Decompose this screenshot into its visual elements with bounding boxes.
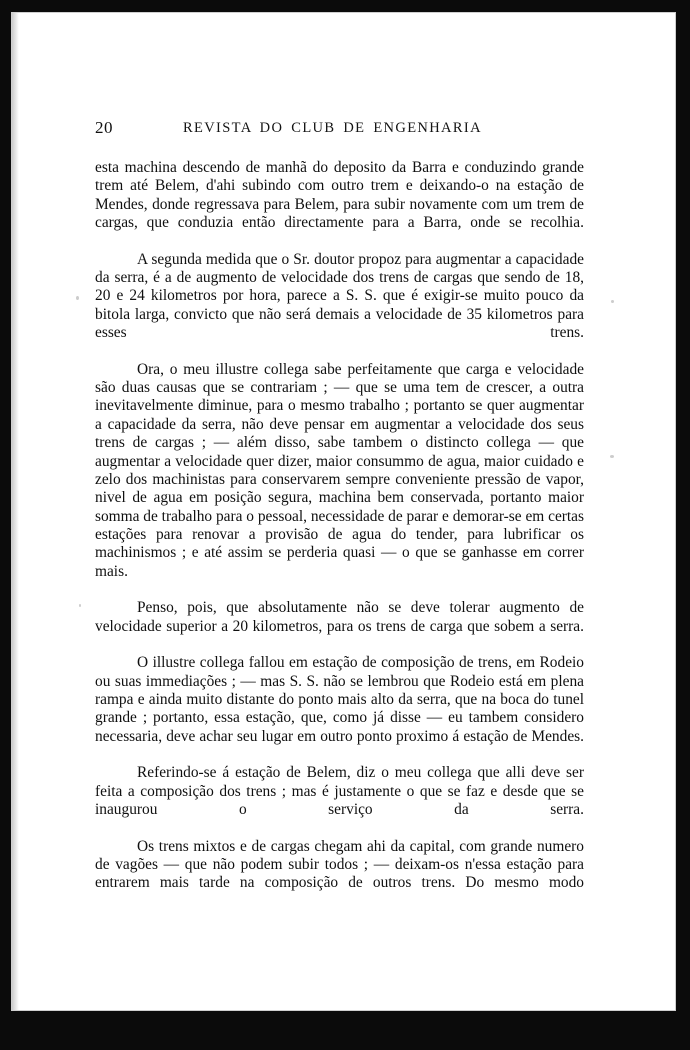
journal-title: REVISTA DO CLUB DE ENGENHARIA	[183, 120, 482, 136]
scan-speck	[610, 455, 614, 458]
gutter-shadow	[12, 13, 19, 1010]
scan-speck	[611, 300, 614, 303]
paragraph: Penso, pois, que absolutamente não se deve tolerar augmento de velocidade superior a 20 kilometros, para os trens de carga que sobem a serra.	[95, 599, 584, 635]
scan-speck	[76, 296, 79, 300]
paragraph: O illustre collega fallou em estação de composição de trens, em Rodeio ou suas immediações ; — mas S. S. não se lembrou que Rodeio está em plena rampa e ainda muito distante do ponto mais alto da serra, que na boca do tunel grande ; portanto, essa estação, que, como já disse — eu tambem considero necessaria, deve achar seu lugar em outro ponto proximo á estação de Mendes.	[95, 654, 584, 745]
body-text	[95, 159, 584, 911]
running-head	[95, 118, 584, 140]
paragraph: Ora, o meu illustre collega sabe perfeitamente que carga e velocidade são duas causas que se contrariam ; — que se uma tem de crescer, a outra inevitavelmente diminue, para o mesmo trabalho ; portanto se quer augmentar a capacidade da serra, não deve pensar em augmentar a velocidade dos seus trens de cargas ; — além disso, sabe tambem o distincto collega — que augmentar a velocidade quer dizer, maior consummo de agua, maior cuidado e zelo dos machinistas para conservarem sempre conveniente pressão de vapor, nivel de agua em posição segura, machina bem conservada, portanto maior somma de trabalho para o pessoal, necessidade de parar e demorar-se em certas estações para renovar a provisão de agua do tender, para lubrificar os machinismos ; e até assim se perderia quasi — o que se ganhasse em correr mais.	[95, 360, 584, 580]
scan-speck	[79, 604, 81, 607]
paragraph: Os trens mixtos e de cargas chegam ahi da capital, com grande numero de vagões — que não podem subir todos ; — deixam-os n'essa estação para entrarem mais tarde na composição de outros trens. Do mesmo modo	[95, 837, 584, 892]
page-number: 20	[95, 118, 113, 137]
paragraph: A segunda medida que o Sr. doutor propoz para augmentar a capacidade da serra, é a de augmento de velocidade dos trens de cargas que sendo de 18, 20 e 24 kilometros por hora, parece a S. S. que é exigir-se muito pouco da bitola larga, convicto que não será demais a velocidade de 35 kilometros para esses trens.	[95, 250, 584, 342]
paragraph: esta machina descendo de manhã do deposito da Barra e conduzindo grande trem até Belem, d'ahi subindo com outro trem e deixando-o na estação de Mendes, donde regressava para Belem, para subir novamente com um trem de cargas, que conduzia então directamente para a Barra, onde se recolhia.	[95, 159, 584, 232]
paragraph: Referindo-se á estação de Belem, diz o meu collega que alli deve ser feita a composição dos trens ; mas é justamente o que se faz e desde que se inaugurou o serviço da serra.	[95, 764, 584, 819]
